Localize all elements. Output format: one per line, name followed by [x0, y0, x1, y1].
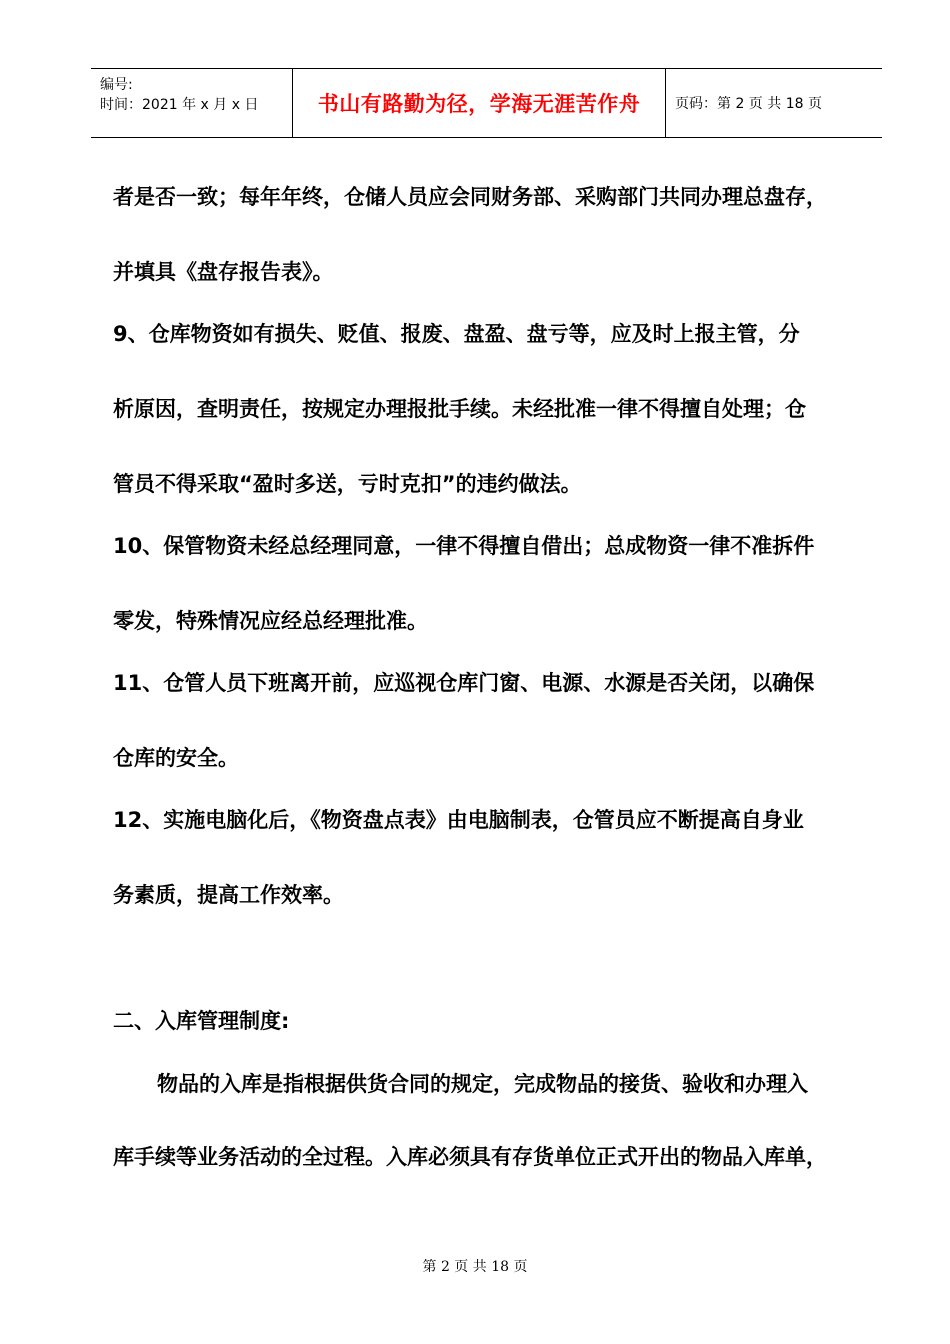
page-footer: [0, 1256, 950, 1276]
body-line: 并填具《盘存报告表》。: [113, 260, 334, 284]
body-line: 析原因，查明责任，按规定办理报批手续。未经批准一律不得擅自处理；仓: [113, 397, 806, 421]
number-label: 编号:: [100, 77, 133, 93]
body-line: 管员不得采取“盈时多送，亏时克扣”的违约做法。: [113, 472, 582, 496]
body-line: 仓库的安全。: [113, 746, 239, 770]
body-line: 务素质，提高工作效率。: [113, 883, 344, 907]
body-line: 者是否一致；每年年终，仓储人员应会同财务部、采购部门共同办理总盘存，: [113, 185, 827, 209]
body-line: 物品的入库是指根据供货合同的规定，完成物品的接货、验收和办理入: [157, 1072, 808, 1096]
time-label: 时间：2021 年 x 月 x 日: [100, 97, 259, 113]
body-line: 9、仓库物资如有损失、贬值、报废、盘盈、盘亏等，应及时上报主管，分: [113, 322, 800, 346]
header-motto-cell: [293, 69, 666, 137]
header-page-label: 页码：第 2 页 共 18 页: [675, 96, 822, 112]
body-line: 12、实施电脑化后，《物资盘点表》由电脑制表，仓管员应不断提高自身业: [113, 808, 804, 832]
body-line: 零发，特殊情况应经总经理批准。: [113, 609, 428, 633]
header-table: [91, 68, 882, 138]
motto-text: 书山有路勤为径，学海无涯苦作舟: [317, 92, 641, 116]
section-heading: 二、入库管理制度:: [113, 1009, 290, 1033]
header-page-cell: [666, 69, 882, 137]
footer-page-number: 第 2 页 共 18 页: [422, 1259, 528, 1275]
body-line: 10、保管物资未经总经理同意，一律不得擅自借出；总成物资一律不准拆件: [113, 534, 815, 558]
body-line: 库手续等业务活动的全过程。入库必须具有存货单位正式开出的物品入库单，: [113, 1145, 827, 1169]
body-line: 11、仓管人员下班离开前，应巡视仓库门窗、电源、水源是否关闭，以确保: [113, 671, 815, 695]
header-left-cell: [91, 69, 293, 137]
